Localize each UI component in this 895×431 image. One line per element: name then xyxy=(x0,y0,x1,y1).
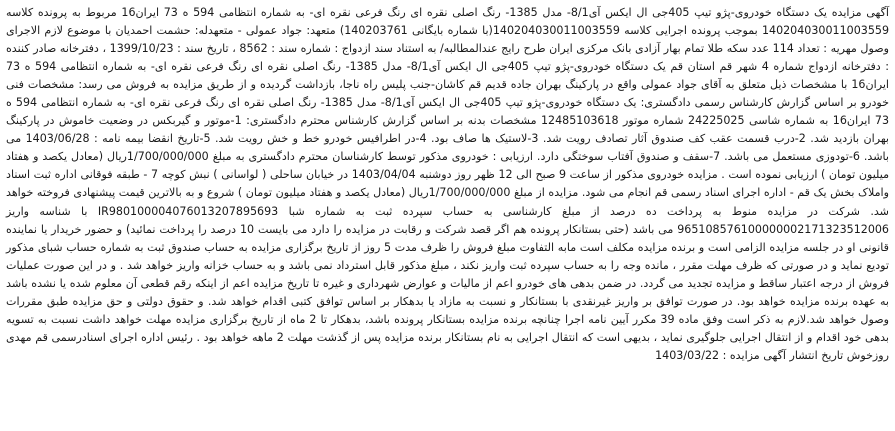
notice-body-text: آگهی مزایده یک دستگاه خودروی-پژو تیپ 405جی ال ایکس آی8/1- مدل 1385- رنگ اصلی نقره ای رنگ فرعی نقره ای- به شماره انتظامی 594 ه 73 ایران16 مربوط به پرونده کلاسه 140204030011003559 بموجب پرونده اجرایی کلاسه 140204030011003559(با شماره بایگانی 140203761) متعهد: جواد عمولی - متعهدله: حشمت احمدیان با موضوع لازم الاجرای وصول مهریه : تعداد 114 عدد سکه طلا تمام بهار آزادی بانک مرکزی ایران طرح رایج عندالمطالبه/ به استناد سند ازدواج : شماره سند : 8562 ، تاریخ سند : 1399/10/23 ، دفترخانه صادر کننده : دفترخانه ازدواج شماره 4 شهر قم استان قم یک دستگاه خودروی-پژو تیپ 405جی ال ایکس آی8/1- مدل 1385- رنگ اصلی نقره ای رنگ فرعی نقره ای- به شماره انتظامی 594 ه 73 ایران16 با مشخصات ذیل متعلق به آقای جواد عمولی واقع در پارکینگ بهران جاده قدیم قم کاشان-جنب پلیس راه ناجا، بازداشت گردیده و از طریق مزایده به فروش می رسد: مشخصات فنی خودرو بر اساس گزارش کارشناس رسمی دادگستری: یک دستگاه خودروی-پژو تیپ 405جی ال ایکس آی8/1- مدل 1385- رنگ اصلی نقره ای رنگ فرعی نقره ای- به شماره انتظامی 594 ه 73 ایران16 به شماره شاسی 24225025 شماره موتور 12485103618 مشخصات بدنه بر اساس گزارش کارشناس محترم دادگستری: 1-موتور و گیربکس در وضعیت خاموش در پارکینگ بهران بازدید شد. 2-درب قسمت عقب کف صندوق آثار تصادف رویت شد. 3-لاستیک ها صاف بود. 4-در اطرافیس خودرو خط و خش رویت شد. 5-تاریخ انقضا بیمه نامه : 1403/06/28 می باشد. 6-تودوزی مستعمل می باشد. 7-سقف و صندوق آفتاب سوختگی دارد. ارزیابی : خودروی مذکور توسط کارشناسان محترم دادگستری به مبلغ 1/700/000/000ریال (معادل یکصد و هفتاد میلیون تومان ) ارزیابی نموده است . مزایده خودروی مذکور از ساعت 9 صبح الی 12 ظهر روز دوشنبه 1403/04/04 در خیابان ساحلی ( لواسانی ) نبش کوچه 7 - طبقه فوقانی اداره ثبت اسناد واملاک بخش یک قم - اداره اجرای اسناد رسمی قم انجام می شود. مزایده از مبلغ 1/700/000/000ریال (معادل یکصد و هفتاد میلیون تومان ) شروع و به بالاترین قیمت پیشنهادی فروخته خواهد شد. شرکت در مزایده منوط به پرداخت ده درصد از مبلغ کارشناسی به حساب سپرده ثبت به شماره شبا IR980100004076013207895693 با شناسه واریز 965108576100000002171323512006 می باشد (حتی بستانکار پرونده هم اگر قصد شرکت و رقابت در مزایده را دارد می بایست 10 درصد را پرداخت نمائید) و حضور خریدار یا نماینده قانونی او در جلسه مزایده الزامی است و برنده مزایده مکلف است مابه التفاوت مبلغ فروش را ظرف مدت 5 روز از تاریخ برگزاری مزایده به حساب صندوق ثبت به شماره حساب شبای مذکور تودیع نماید و در صورتی که ظرف مهلت مقرر ، مانده وجه را به حساب سپرده ثبت واریز نکند ، مبلغ مذکور قابل استرداد نمی باشد و به حساب خزانه واریز خواهد شد . و در این صورت عملیات فروش از درجه اعتبار ساقط و مزایده تجدید می گردد. در ضمن بدهی های خودرو اعم از مالیات و عوارض شهرداری و غیره تا تاریخ مزایده اعم از اینکه رقم قطعی آن معلوم شده یا نشده باشد به عهده برنده مزایده خواهد بود. در صورت توافق بر واریز غیرنقدی با بستانکار و نسبت به مازاد یا بدهکار بر اساس توافق کتبی اقدام خواهد شد. و حقوق دولتی و حق مزایده طبق مقررات وصول خواهد شد.لازم به ذکر است وفق ماده 39 مکرر آیین نامه اجرا چنانچه برنده مزایده بستانکار پرونده باشد، بدهکار تا 2 ماه از تاریخ برگزاری مزایده مهلت خواهد داشت نسبت به تسویه بدهی خود اقدام و از انتقال اجرایی جلوگیری نماید ، بدیهی است که انتقال اجرایی به نام بستانکار برنده مزایده پس از گذشت مهلت 2 ماهه خواهد بود . رئیس اداره اجرای اسنادرسمی قم مهدی روزخوش تاریخ انتشار آگهی مزایده : 1403/03/22 xyxy=(6,6,890,362)
